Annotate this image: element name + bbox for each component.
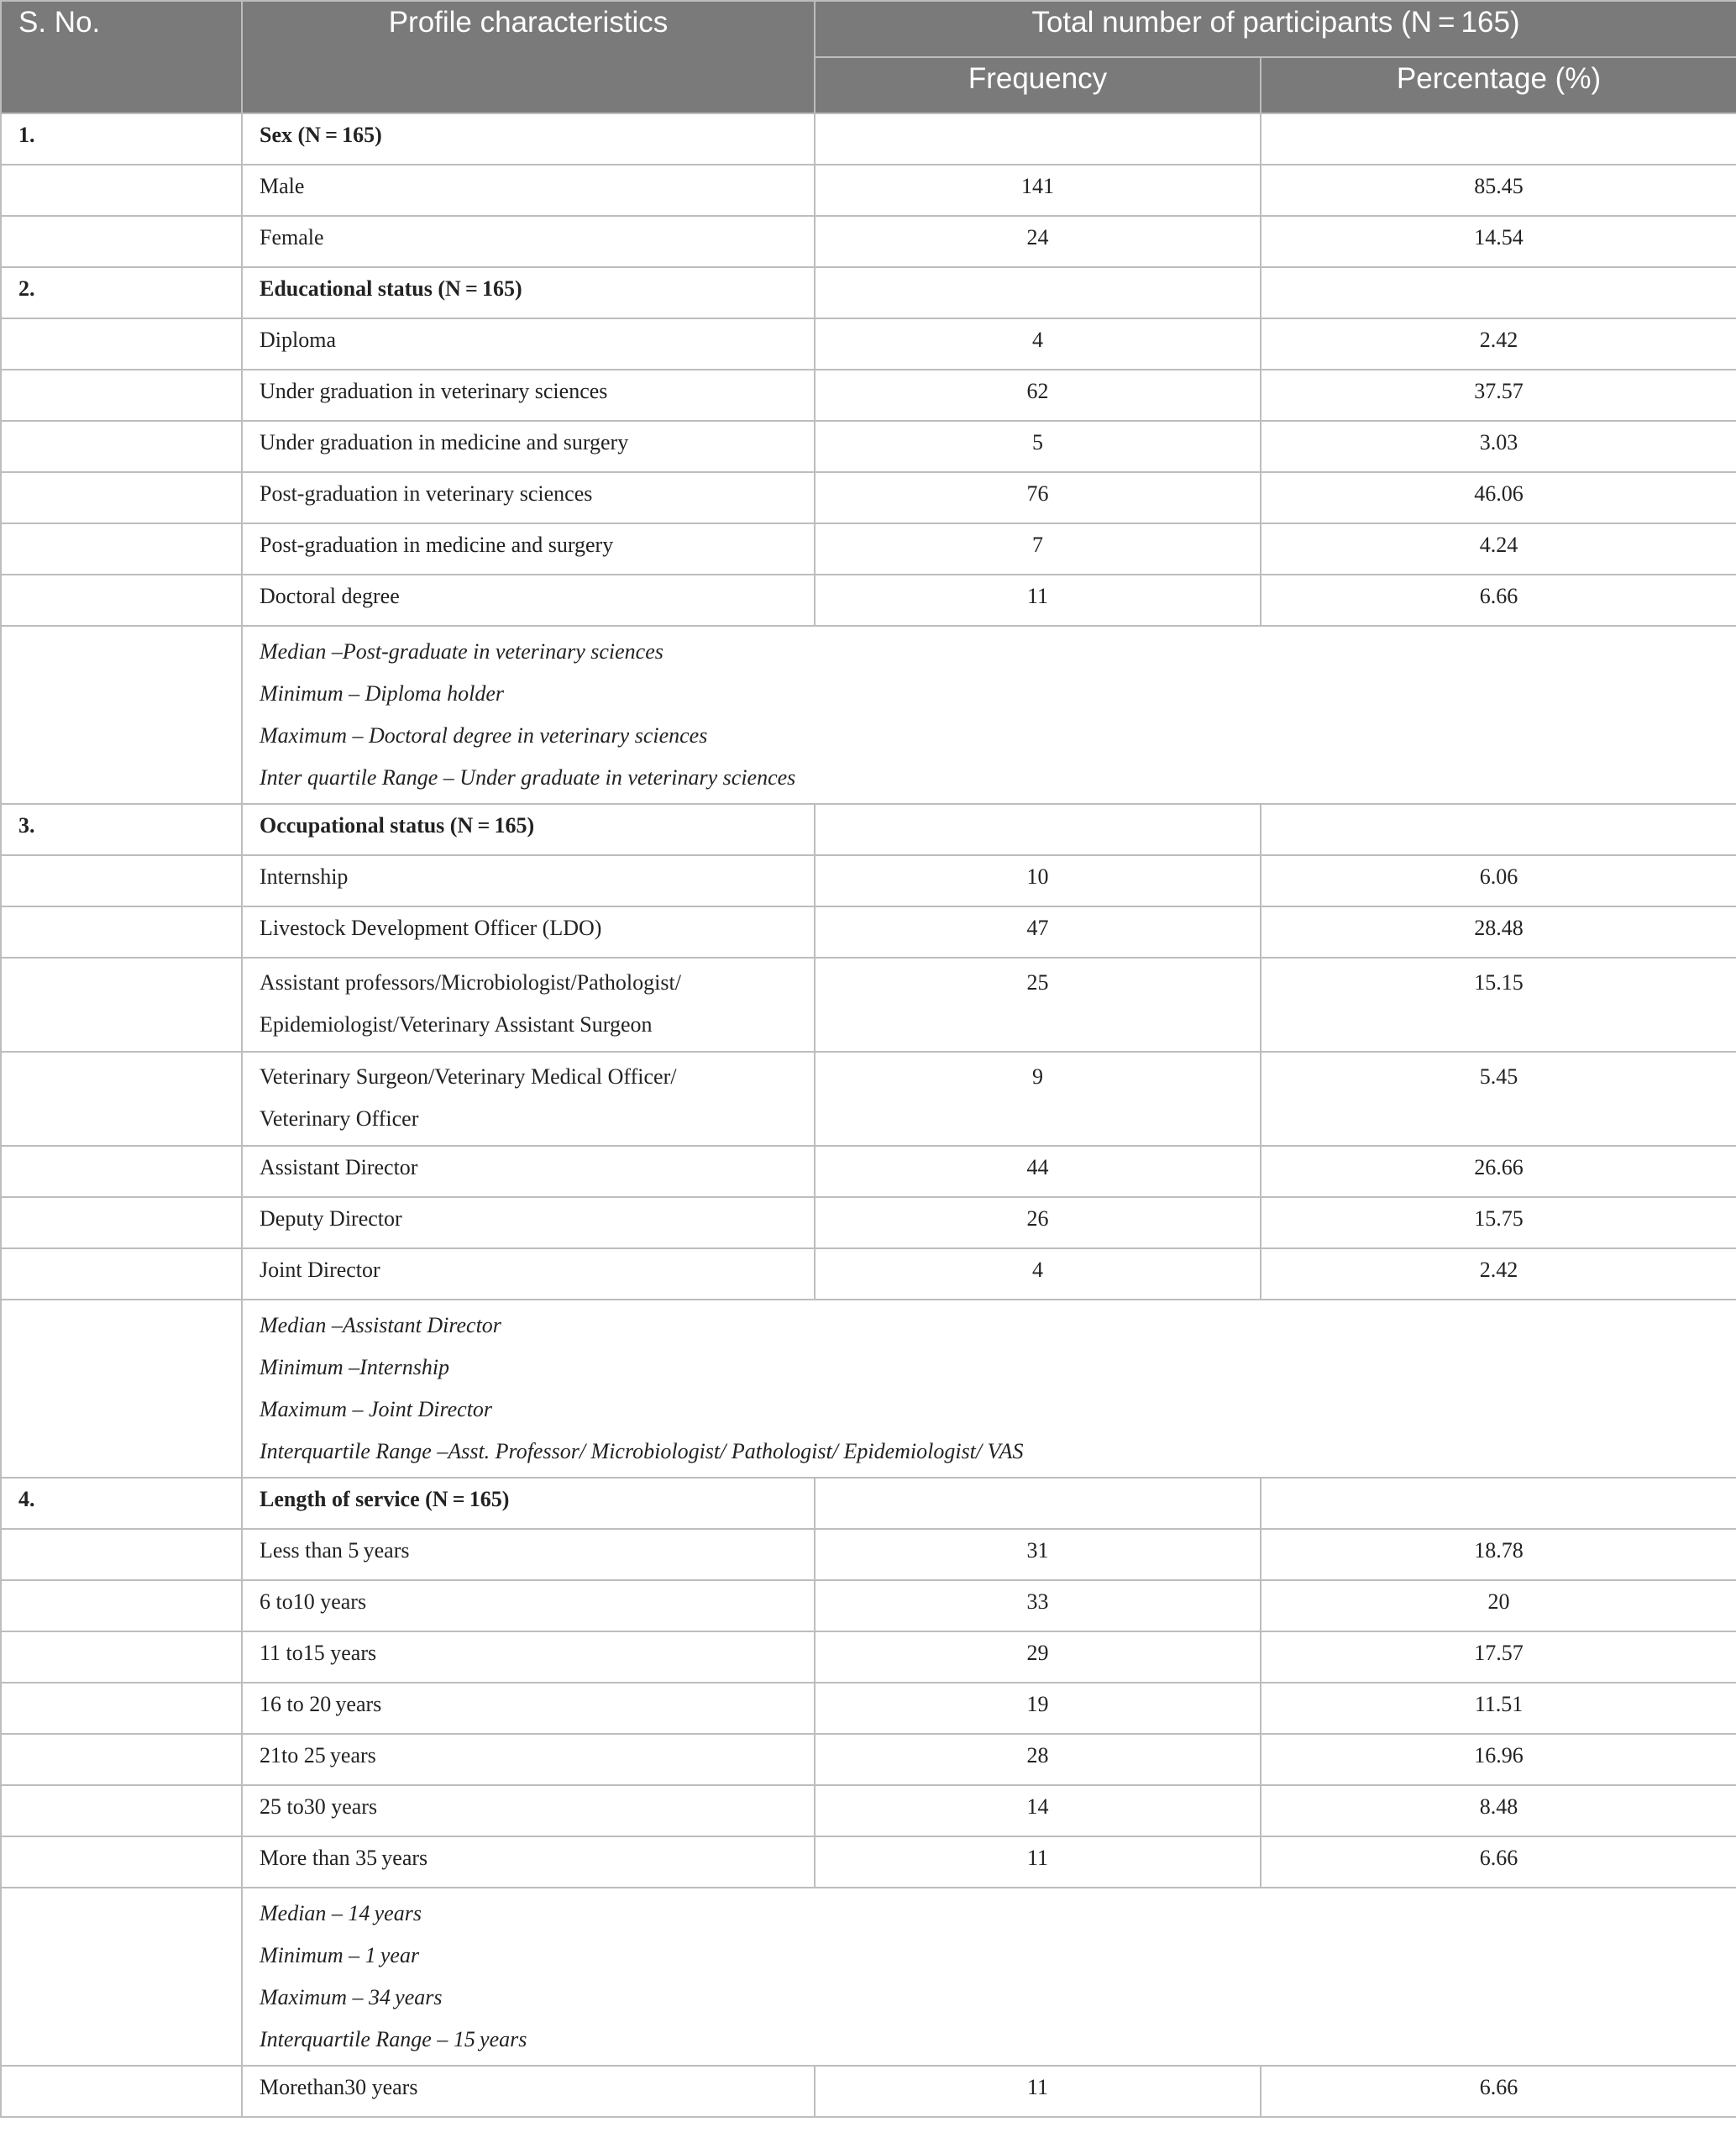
characteristic-label: Assistant Director <box>242 1146 815 1197</box>
percentage-cell: 2.42 <box>1261 318 1736 370</box>
row-sno <box>1 855 242 906</box>
row-sno <box>1 1146 242 1197</box>
row-sno <box>1 165 242 216</box>
summary-stat-line: Minimum – 1 year <box>260 1943 420 1967</box>
table-row <box>1 1683 1736 1734</box>
percentage-cell: 28.48 <box>1261 906 1736 958</box>
row-sno <box>1 1529 242 1580</box>
section-title: Occupational status (N = 165) <box>242 804 815 855</box>
section-row <box>1 804 1736 855</box>
row-sno: 4. <box>1 1478 242 1529</box>
table-row <box>1 1052 1736 1146</box>
row-sno <box>1 1580 242 1631</box>
section-title: Sex (N = 165) <box>242 113 815 165</box>
row-sno <box>1 1197 242 1248</box>
table-row <box>1 958 1736 1052</box>
summary-stat-line: Interquartile Range –Asst. Professor/ Microbiologist/ Pathologist/ Epidemiologist/ VAS <box>260 1439 1024 1463</box>
header-frequency: Frequency <box>815 57 1261 113</box>
characteristic-label: Doctoral degree <box>242 575 815 626</box>
characteristic-label: Female <box>242 216 815 267</box>
header-sno: S. No. <box>1 1 242 113</box>
characteristic-label: Internship <box>242 855 815 906</box>
summary-stat-line: Median – 14 years <box>260 1901 422 1925</box>
percentage-cell: 20 <box>1261 1580 1736 1631</box>
percentage-cell: 14.54 <box>1261 216 1736 267</box>
summary-stats-row <box>1 626 1736 804</box>
percentage-cell: 2.42 <box>1261 1248 1736 1300</box>
section-row <box>1 267 1736 318</box>
row-sno <box>1 1631 242 1683</box>
frequency-cell: 47 <box>815 906 1261 958</box>
table-row <box>1 1785 1736 1836</box>
table-row <box>1 523 1736 575</box>
frequency-cell <box>815 113 1261 165</box>
percentage-cell: 4.24 <box>1261 523 1736 575</box>
percentage-cell: 46.06 <box>1261 472 1736 523</box>
row-sno <box>1 523 242 575</box>
characteristic-label: 16 to 20 years <box>242 1683 815 1734</box>
row-sno: 3. <box>1 804 242 855</box>
percentage-cell: 85.45 <box>1261 165 1736 216</box>
row-sno <box>1 1836 242 1888</box>
table-row <box>1 1836 1736 1888</box>
table-row <box>1 1146 1736 1197</box>
row-sno <box>1 1888 242 2066</box>
percentage-cell: 16.96 <box>1261 1734 1736 1785</box>
table-row <box>1 575 1736 626</box>
characteristic-label: Veterinary Surgeon/Veterinary Medical Officer/ Veterinary Officer <box>242 1052 815 1146</box>
percentage-cell <box>1261 1478 1736 1529</box>
frequency-cell: 29 <box>815 1631 1261 1683</box>
row-sno <box>1 626 242 804</box>
header-percentage: Percentage (%) <box>1261 57 1736 113</box>
frequency-cell: 7 <box>815 523 1261 575</box>
row-sno <box>1 1052 242 1146</box>
characteristic-label: Diploma <box>242 318 815 370</box>
percentage-cell: 37.57 <box>1261 370 1736 421</box>
table-row <box>1 1631 1736 1683</box>
row-sno <box>1 1683 242 1734</box>
percentage-cell <box>1261 267 1736 318</box>
percentage-cell <box>1261 113 1736 165</box>
section-row <box>1 1478 1736 1529</box>
table-row <box>1 472 1736 523</box>
frequency-cell: 11 <box>815 2066 1261 2117</box>
frequency-cell <box>815 267 1261 318</box>
percentage-cell: 17.57 <box>1261 1631 1736 1683</box>
table-header <box>1 1 1736 113</box>
section-title: Length of service (N = 165) <box>242 1478 815 1529</box>
table-row <box>1 855 1736 906</box>
frequency-cell: 11 <box>815 575 1261 626</box>
characteristic-label: Post-graduation in veterinary sciences <box>242 472 815 523</box>
table-row <box>1 1248 1736 1300</box>
percentage-cell <box>1261 804 1736 855</box>
table-row <box>1 1580 1736 1631</box>
table-row <box>1 421 1736 472</box>
frequency-cell: 28 <box>815 1734 1261 1785</box>
characteristic-label: Deputy Director <box>242 1197 815 1248</box>
header-total: Total number of participants (N = 165) <box>815 1 1736 57</box>
characteristic-label: More than 35 years <box>242 1836 815 1888</box>
summary-stat-line: Maximum – Joint Director <box>260 1397 493 1421</box>
frequency-cell: 141 <box>815 165 1261 216</box>
percentage-cell: 18.78 <box>1261 1529 1736 1580</box>
summary-stat-line: Median –Post-graduate in veterinary sciences <box>260 639 663 664</box>
percentage-cell: 11.51 <box>1261 1683 1736 1734</box>
summary-stat-line: Inter quartile Range – Under graduate in veterinary sciences <box>260 765 796 790</box>
summary-stats-row <box>1 1888 1736 2066</box>
frequency-cell: 31 <box>815 1529 1261 1580</box>
row-sno <box>1 472 242 523</box>
frequency-cell: 4 <box>815 1248 1261 1300</box>
characteristic-label: 11 to15 years <box>242 1631 815 1683</box>
characteristic-label: Under graduation in veterinary sciences <box>242 370 815 421</box>
table-row <box>1 216 1736 267</box>
row-sno <box>1 1300 242 1478</box>
percentage-cell: 8.48 <box>1261 1785 1736 1836</box>
table-row <box>1 906 1736 958</box>
percentage-cell: 26.66 <box>1261 1146 1736 1197</box>
summary-stats-row <box>1 1300 1736 1478</box>
row-sno <box>1 2066 242 2117</box>
header-profile: Profile characteristics <box>242 1 815 113</box>
frequency-cell: 25 <box>815 958 1261 1052</box>
characteristic-label: Post-graduation in medicine and surgery <box>242 523 815 575</box>
characteristic-label: Male <box>242 165 815 216</box>
row-sno: 1. <box>1 113 242 165</box>
table-row <box>1 370 1736 421</box>
row-sno <box>1 370 242 421</box>
frequency-cell <box>815 804 1261 855</box>
frequency-cell: 11 <box>815 1836 1261 1888</box>
table-row <box>1 1529 1736 1580</box>
table-row <box>1 1197 1736 1248</box>
table-body <box>1 113 1736 2117</box>
row-sno <box>1 318 242 370</box>
frequency-cell: 14 <box>815 1785 1261 1836</box>
percentage-cell: 15.75 <box>1261 1197 1736 1248</box>
summary-stat-line: Maximum – 34 years <box>260 1985 443 2009</box>
frequency-cell: 5 <box>815 421 1261 472</box>
table-row <box>1 165 1736 216</box>
row-sno: 2. <box>1 267 242 318</box>
characteristic-label: Under graduation in medicine and surgery <box>242 421 815 472</box>
frequency-cell: 44 <box>815 1146 1261 1197</box>
table-row <box>1 1734 1736 1785</box>
characteristic-label: Less than 5 years <box>242 1529 815 1580</box>
summary-stats <box>242 626 1736 804</box>
row-sno <box>1 1785 242 1836</box>
summary-stat-line: Interquartile Range – 15 years <box>260 2027 527 2051</box>
characteristic-label: Assistant professors/Microbiologist/Pathologist/ Epidemiologist/Veterinary Assistant Surgeon <box>242 958 815 1052</box>
frequency-cell <box>815 1478 1261 1529</box>
frequency-cell: 24 <box>815 216 1261 267</box>
characteristic-label: 21to 25 years <box>242 1734 815 1785</box>
percentage-cell: 5.45 <box>1261 1052 1736 1146</box>
characteristic-label: 6 to10 years <box>242 1580 815 1631</box>
row-sno <box>1 958 242 1052</box>
row-sno <box>1 906 242 958</box>
row-sno <box>1 216 242 267</box>
frequency-cell: 10 <box>815 855 1261 906</box>
table-row <box>1 2066 1736 2117</box>
characteristic-label: 25 to30 years <box>242 1785 815 1836</box>
table-row <box>1 318 1736 370</box>
percentage-cell: 6.66 <box>1261 575 1736 626</box>
summary-stats <box>242 1300 1736 1478</box>
row-sno <box>1 575 242 626</box>
percentage-cell: 3.03 <box>1261 421 1736 472</box>
frequency-cell: 4 <box>815 318 1261 370</box>
characteristic-label: Joint Director <box>242 1248 815 1300</box>
frequency-cell: 33 <box>815 1580 1261 1631</box>
frequency-cell: 76 <box>815 472 1261 523</box>
percentage-cell: 6.66 <box>1261 2066 1736 2117</box>
frequency-cell: 19 <box>815 1683 1261 1734</box>
summary-stats <box>242 1888 1736 2066</box>
percentage-cell: 15.15 <box>1261 958 1736 1052</box>
frequency-cell: 62 <box>815 370 1261 421</box>
row-sno <box>1 1248 242 1300</box>
row-sno <box>1 421 242 472</box>
frequency-cell: 26 <box>815 1197 1261 1248</box>
summary-stat-line: Median –Assistant Director <box>260 1313 501 1337</box>
characteristic-label: Livestock Development Officer (LDO) <box>242 906 815 958</box>
section-title: Educational status (N = 165) <box>242 267 815 318</box>
percentage-cell: 6.66 <box>1261 1836 1736 1888</box>
summary-stat-line: Maximum – Doctoral degree in veterinary sciences <box>260 723 708 748</box>
percentage-cell: 6.06 <box>1261 855 1736 906</box>
frequency-cell: 9 <box>815 1052 1261 1146</box>
characteristic-label: Morethan30 years <box>242 2066 815 2117</box>
section-row <box>1 113 1736 165</box>
summary-stat-line: Minimum – Diploma holder <box>260 681 505 706</box>
row-sno <box>1 1734 242 1785</box>
summary-stat-line: Minimum –Internship <box>260 1355 450 1379</box>
